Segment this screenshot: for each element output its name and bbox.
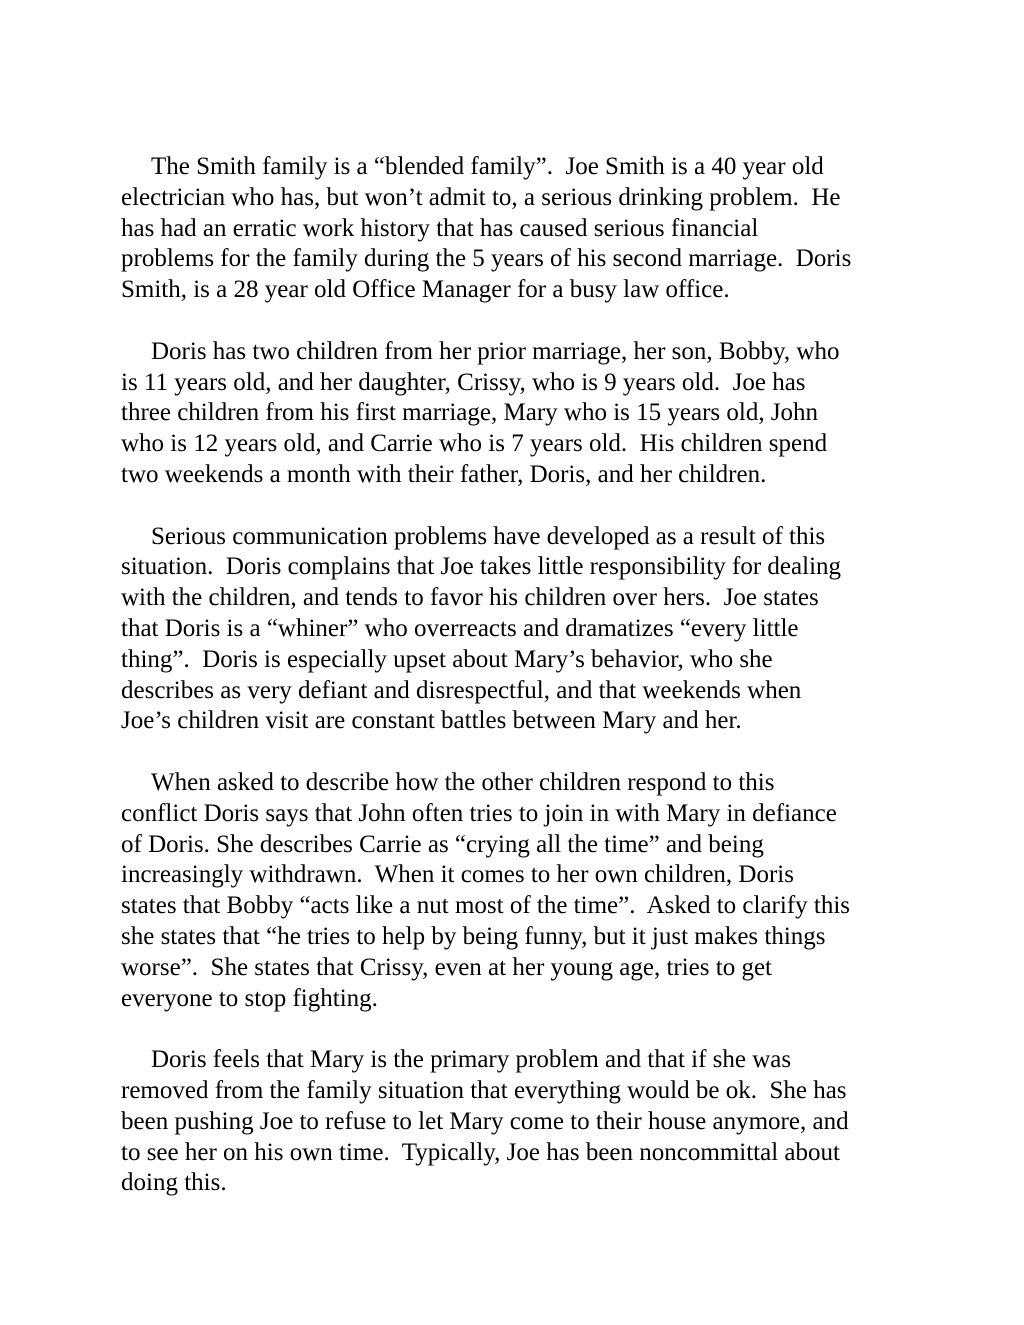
text-line: describes as very defiant and disrespectful, and that weekends when xyxy=(121,676,802,704)
text-line: problems for the family during the 5 years of his second marriage. Doris xyxy=(121,245,852,273)
text-line: with the children, and tends to favor his children over hers. Joe states xyxy=(121,584,819,612)
text-line: she states that “he tries to help by being funny, but it just makes things xyxy=(121,922,826,950)
text-line: increasingly withdrawn. When it comes to her own children, Doris xyxy=(121,861,794,889)
text-line: situation. Doris complains that Joe takes little responsibility for dealing xyxy=(121,553,842,581)
paragraph-3 xyxy=(121,522,911,738)
text-line: has had an erratic work history that has caused serious financial xyxy=(121,214,759,242)
text-line: electrician who has, but won’t admit to, a serious drinking problem. He xyxy=(121,183,841,211)
text-line: three children from his first marriage, Mary who is 15 years old, John xyxy=(121,399,819,427)
text-line: When asked to describe how the other children respond to this xyxy=(151,768,775,796)
text-line: everyone to stop fighting. xyxy=(121,984,378,1012)
paragraph-1 xyxy=(121,152,911,306)
text-line: that Doris is a “whiner” who overreacts and dramatizes “every little xyxy=(121,614,799,642)
text-line: Smith, is a 28 year old Office Manager for a busy law office. xyxy=(121,276,730,304)
text-line: removed from the family situation that everything would be ok. She has xyxy=(121,1076,847,1104)
document-body xyxy=(121,152,911,1230)
text-line: Joe’s children visit are constant battles between Mary and her. xyxy=(121,707,742,735)
text-line: worse”. She states that Crissy, even at her young age, tries to get xyxy=(121,953,772,981)
text-line: been pushing Joe to refuse to let Mary come to their house anymore, and xyxy=(121,1107,849,1135)
text-line: thing”. Doris is especially upset about Mary’s behavior, who she xyxy=(121,645,773,673)
text-line: of Doris. She describes Carrie as “crying all the time” and being xyxy=(121,830,764,858)
text-line: two weekends a month with their father, Doris, and her children. xyxy=(121,460,767,488)
text-line: Doris has two children from her prior marriage, her son, Bobby, who xyxy=(151,337,840,365)
paragraph-4 xyxy=(121,768,911,1014)
text-line: The Smith family is a “blended family”. Joe Smith is a 40 year old xyxy=(151,153,824,180)
text-line: is 11 years old, and her daughter, Crissy, who is 9 years old. Joe has xyxy=(121,368,806,396)
text-line: doing this. xyxy=(121,1169,227,1197)
text-line: Serious communication problems have developed as a result of this xyxy=(151,522,826,550)
paragraph-2 xyxy=(121,337,911,491)
text-line: to see her on his own time. Typically, Joe has been noncommittal about xyxy=(121,1138,840,1166)
text-line: states that Bobby “acts like a nut most of the time”. Asked to clarify this xyxy=(121,892,851,920)
paragraph-5 xyxy=(121,1045,911,1199)
text-line: conflict Doris says that John often tries to join in with Mary in defiance xyxy=(121,799,837,827)
text-line: who is 12 years old, and Carrie who is 7 years old. His children spend xyxy=(121,430,828,458)
text-line: Doris feels that Mary is the primary problem and that if she was xyxy=(151,1046,792,1074)
